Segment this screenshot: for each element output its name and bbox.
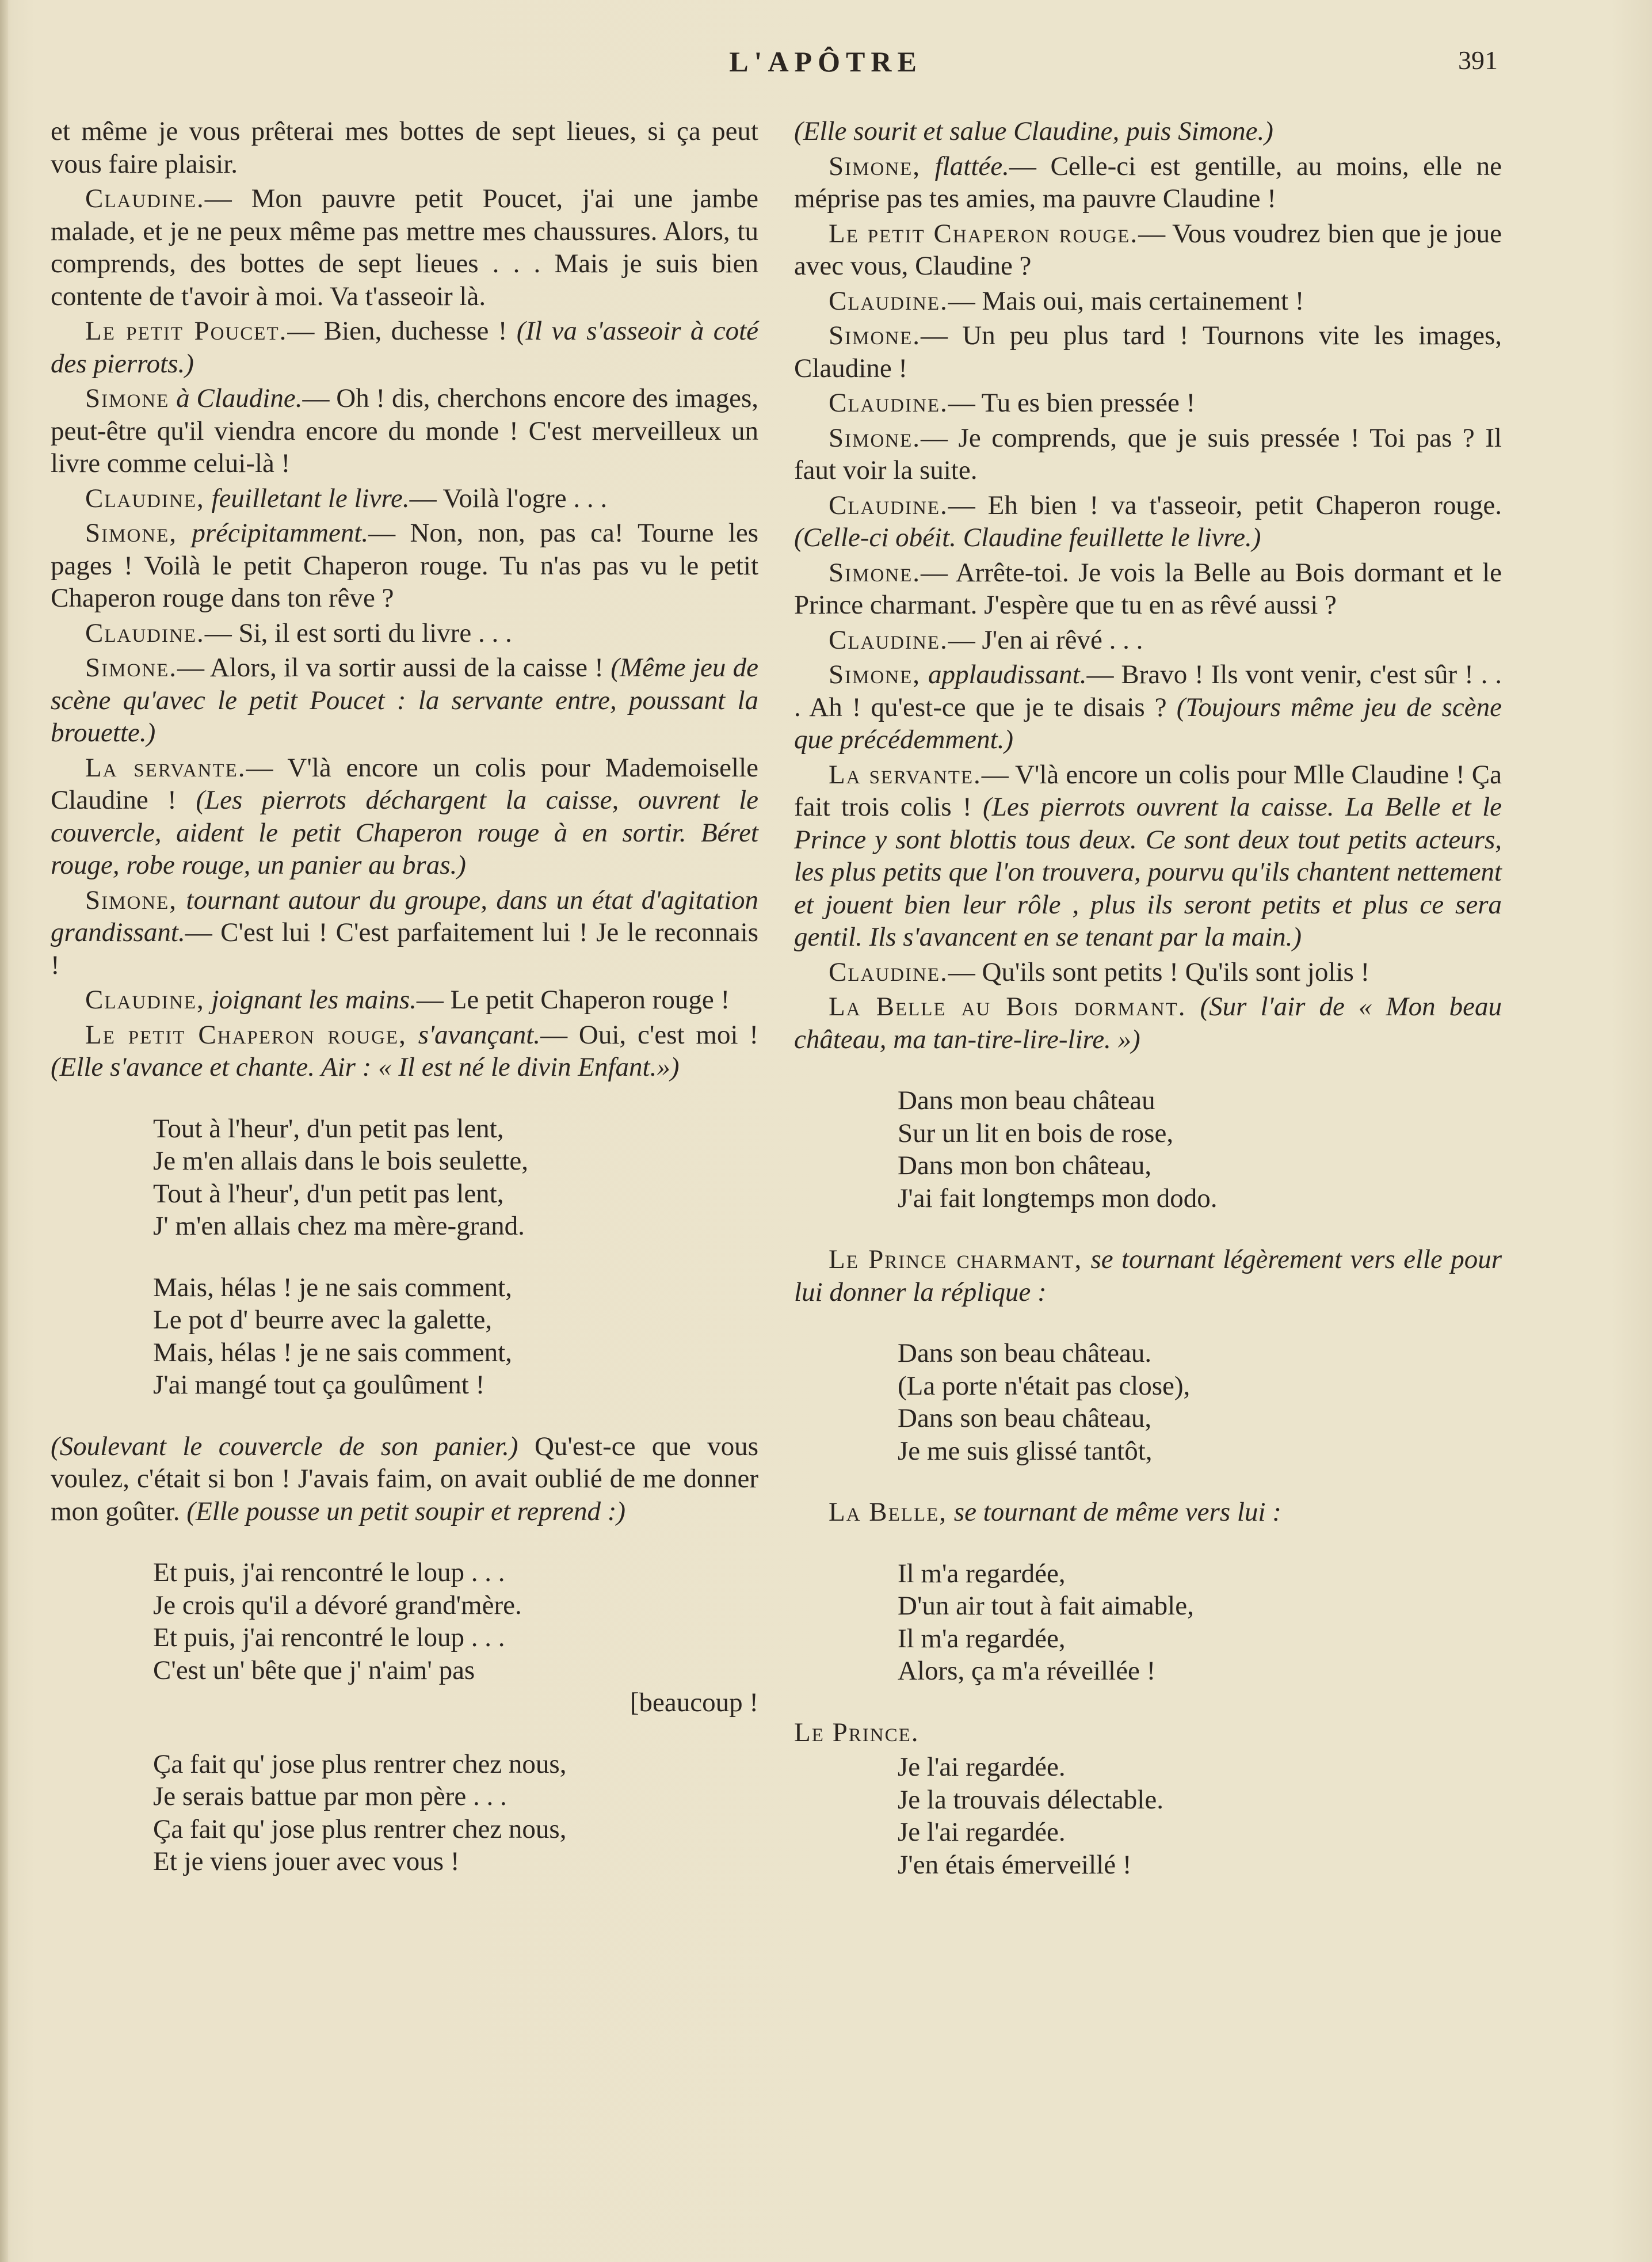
dialogue: — Bien, duchesse ! bbox=[287, 316, 517, 346]
speaker-name: Claudine. bbox=[829, 490, 948, 520]
verse-line: Dans son beau château. bbox=[898, 1338, 1152, 1368]
verse-line: Je crois qu'il a dévoré grand'mère. bbox=[153, 1590, 522, 1620]
speaker-name: Claudine. bbox=[829, 624, 948, 655]
song-verse bbox=[898, 1084, 1502, 1214]
paragraph bbox=[794, 624, 1502, 657]
paragraph bbox=[794, 557, 1502, 622]
verse-line: Dans mon beau château bbox=[898, 1086, 1155, 1115]
song-verse bbox=[898, 1557, 1502, 1688]
verse-line: Et je viens jouer avec vous ! bbox=[153, 1846, 460, 1876]
dialogue: — V'là encore un colis pour Mademoiselle Claudine ! bbox=[51, 752, 758, 815]
speaker-name: Simone, bbox=[85, 885, 178, 915]
dialogue: — Qu'ils sont petits ! Qu'ils sont jolis ! bbox=[948, 957, 1370, 987]
right-column bbox=[794, 115, 1502, 1910]
verse-line: Il m'a regardée, bbox=[898, 1558, 1066, 1589]
dialogue: — Arrête-toi. Je vois la Belle au Bois dormant et le Prince charmant. J'espère que tu en as rêvé aussi ? bbox=[794, 557, 1502, 620]
verse-line: (La porte n'était pas close), bbox=[898, 1370, 1191, 1401]
text: et même je vous prêterai mes bottes de sept lieues, si ça peut vous faire plaisir. bbox=[51, 116, 758, 179]
dialogue: — Oui, c'est moi ! bbox=[540, 1019, 759, 1050]
paragraph bbox=[794, 387, 1502, 420]
stage-direction: joignant les mains. bbox=[204, 985, 417, 1015]
speaker-name: Le Prince. bbox=[794, 1717, 920, 1747]
stage-direction: feuilletant le livre. bbox=[204, 483, 410, 513]
speaker-name: Claudine. bbox=[829, 388, 948, 418]
paragraph bbox=[51, 315, 758, 380]
dialogue: — V'là encore un colis pour Mlle Claudine ! Ça fait trois colis ! bbox=[794, 759, 1502, 822]
stage-direction: (Les pierrots déchargent la caisse, ouvrent le couvercle, aident le petit Chaperon rouge à en sortir. Béret rouge, robe rouge, un panier au bras.) bbox=[51, 785, 758, 880]
verse-line: Tout à l'heur', d'un petit pas lent, bbox=[153, 1113, 504, 1144]
dialogue: — Vous voudrez bien que je joue avec vous, Claudine ? bbox=[794, 218, 1502, 281]
dialogue: — Le petit Chaperon rouge ! bbox=[416, 985, 730, 1015]
verse-line: Je l'ai regardée. bbox=[898, 1817, 1066, 1847]
stage-direction: se tournant de même vers lui : bbox=[947, 1497, 1281, 1527]
paragraph bbox=[794, 150, 1502, 215]
speaker-name: Claudine, bbox=[85, 985, 205, 1015]
speaker-name: Simone. bbox=[85, 653, 178, 683]
verse-line-continuation: [beaucoup ! bbox=[629, 1688, 758, 1718]
verse-line: Je serais battue par mon père . . . bbox=[153, 1781, 507, 1811]
dialogue: — Eh bien ! va t'asseoir, petit Chaperon rouge. bbox=[948, 490, 1502, 520]
paragraph bbox=[794, 658, 1502, 756]
running-title: L'APÔTRE bbox=[729, 45, 922, 78]
stage-direction: (Celle-ci obéit. Claudine feuillette le livre.) bbox=[794, 523, 1261, 553]
song-verse bbox=[153, 1748, 758, 1878]
dialogue: — Un peu plus tard ! Tournons vite les images, Claudine ! bbox=[794, 321, 1502, 383]
dialogue: — Mais oui, mais certainement ! bbox=[948, 285, 1304, 316]
dialogue: — Bravo ! Ils vont venir, c'est sûr ! . . . Ah ! qu'est-ce que je te disais ? bbox=[794, 660, 1502, 722]
verse-line: Je m'en allais dans le bois seulette, bbox=[153, 1146, 528, 1176]
verse-line: C'est un' bête que j' n'aim' pas bbox=[153, 1655, 475, 1685]
verse-line: Tout à l'heur', d'un petit pas lent, bbox=[153, 1178, 504, 1209]
speaker-name: La Belle au Bois dormant. bbox=[829, 992, 1186, 1022]
verse-line: J'ai fait longtemps mon dodo. bbox=[898, 1183, 1218, 1213]
speaker-name: Claudine. bbox=[829, 285, 948, 316]
speaker-name: Le petit Poucet. bbox=[85, 316, 288, 346]
verse-line: Dans son beau château, bbox=[898, 1403, 1152, 1433]
verse-line: J'ai mangé tout ça goulûment ! bbox=[153, 1370, 485, 1400]
stage-direction: (Les pierrots ouvrent la caisse. La Belle et le Prince y sont blottis tous deux. Ce sont deux tout petits acteurs, les plus petits que l'on trouvera, pourvu qu'ils chantent nettement et jouent bien leur rôle , plus ils seront petits et plus ce sera gentil. Ils s'avancent en se tenant par la main.) bbox=[794, 792, 1502, 952]
verse-line: Mais, hélas ! je ne sais comment, bbox=[153, 1272, 512, 1303]
dialogue: — Voilà l'ogre . . . bbox=[409, 483, 608, 513]
dialogue: — Non, non, pas ca! Tourne les pages ! Voilà le petit Chaperon rouge. Tu n'as pas vu le petit Chaperon rouge dans ton rêve ? bbox=[51, 518, 758, 613]
verse-line: Sur un lit en bois de rose, bbox=[898, 1118, 1174, 1148]
speaker-name: Simone. bbox=[829, 557, 921, 588]
paragraph bbox=[794, 1496, 1502, 1529]
paragraph bbox=[51, 652, 758, 749]
stage-direction: précipitamment. bbox=[177, 518, 369, 548]
paragraph bbox=[794, 285, 1502, 318]
paragraph bbox=[794, 1243, 1502, 1308]
speaker-name: Le petit Chaperon rouge. bbox=[829, 218, 1139, 249]
dialogue: — Mon pauvre petit Poucet, j'ai une jambe malade, et je ne peux même pas mettre mes chaussures. Alors, tu comprends, des bottes de sept lieues . . . Mais je suis bien contente de t'avoir à moi. Va t'asseoir là. bbox=[51, 184, 758, 311]
stage-direction: applaudissant. bbox=[921, 660, 1087, 690]
paragraph bbox=[51, 382, 758, 480]
song-verse bbox=[153, 1271, 758, 1402]
paragraph bbox=[51, 617, 758, 650]
stage-direction: (Toujours même jeu de scène que précédemment.) bbox=[794, 692, 1502, 755]
paragraph bbox=[51, 752, 758, 882]
verse-line: Ça fait qu' jose plus rentrer chez nous, bbox=[153, 1814, 567, 1844]
speaker-name: Simone, bbox=[829, 151, 921, 181]
dialogue: — Si, il est sorti du livre . . . bbox=[204, 618, 512, 648]
paragraph bbox=[794, 489, 1502, 554]
verse-line: Et puis, j'ai rencontré le loup . . . bbox=[153, 1623, 505, 1652]
verse-line: Dans mon bon château, bbox=[898, 1151, 1152, 1180]
stage-direction: (Elle pousse un petit soupir et reprend :) bbox=[186, 1496, 626, 1526]
stage-direction: (Il va s'asseoir à coté des pierrots.) bbox=[51, 316, 758, 379]
dialogue: — J'en ai rêvé . . . bbox=[948, 624, 1143, 655]
stage-direction: s'avançant. bbox=[406, 1019, 541, 1050]
paragraph bbox=[51, 884, 758, 982]
stage-direction: (Elle sourit et salue Claudine, puis Simone.) bbox=[794, 116, 1273, 146]
speaker-name: Simone, bbox=[829, 660, 921, 690]
dialogue: — Tu es bien pressée ! bbox=[948, 388, 1196, 418]
paragraph bbox=[794, 991, 1502, 1056]
song-verse bbox=[898, 1337, 1502, 1467]
speaker-name: Le Prince charmant, bbox=[829, 1244, 1083, 1274]
paragraph bbox=[51, 1019, 758, 1084]
paragraph bbox=[51, 182, 758, 313]
left-column bbox=[51, 115, 758, 1907]
page-binding-edge bbox=[0, 0, 8, 2262]
song-verse bbox=[898, 1751, 1502, 1881]
speaker-name: Claudine. bbox=[85, 184, 205, 214]
stage-direction: flattée. bbox=[921, 151, 1009, 181]
paragraph bbox=[794, 218, 1502, 283]
verse-line: D'un air tout à fait aimable, bbox=[898, 1591, 1194, 1621]
speaker-name: Simone bbox=[85, 383, 170, 413]
verse-line: Je l'ai regardée. bbox=[898, 1752, 1066, 1782]
paragraph bbox=[794, 115, 1502, 148]
speaker-name: Simone. bbox=[829, 321, 921, 351]
speaker-name: La servante. bbox=[829, 759, 982, 790]
dialogue: — Alors, il va sortir aussi de la caisse ! bbox=[177, 653, 611, 683]
speaker-name: Le petit Chaperon rouge, bbox=[85, 1019, 407, 1050]
verse-line: Je me suis glissé tantôt, bbox=[898, 1435, 1153, 1466]
speaker-name: Claudine. bbox=[829, 957, 948, 987]
paragraph bbox=[51, 1430, 758, 1528]
dialogue: Qu'est-ce que vous voulez, c'était si bon ! J'avais faim, on avait oublié de me donner mon goûter. bbox=[51, 1431, 758, 1526]
paragraph bbox=[51, 517, 758, 615]
stage-direction: tournant autour du groupe, dans un état d'agitation grandissant. bbox=[51, 885, 758, 947]
verse-line: Il m'a regardée, bbox=[898, 1623, 1066, 1654]
dialogue: — Oh ! dis, cherchons encore des images, peut-être qu'il viendra encore du monde ! C'est merveilleux un livre comme celui-là ! bbox=[51, 383, 759, 478]
stage-direction: (Sur l'air de « Mon beau château, ma tan-tire-lire-lire. ») bbox=[794, 992, 1502, 1054]
verse-line: Je la trouvais délectable. bbox=[898, 1784, 1163, 1815]
dialogue: — Je comprends, que je suis pressée ! Toi pas ? Il faut voir la suite. bbox=[794, 422, 1502, 485]
stage-direction: (Soulevant le couvercle de son panier.) bbox=[51, 1431, 518, 1461]
speaker-name: La servante. bbox=[85, 752, 246, 783]
speaker-name: Claudine, bbox=[85, 483, 205, 513]
paragraph bbox=[794, 956, 1502, 989]
verse-line: J' m'en allais chez ma mère-grand. bbox=[153, 1211, 525, 1241]
stage-direction: (Même jeu de scène qu'avec le petit Poucet : la servante entre, poussant la brouette.) bbox=[51, 653, 758, 748]
song-verse bbox=[153, 1113, 758, 1243]
speaker-name: Simone, bbox=[85, 518, 178, 548]
dialogue: — Celle-ci est gentille, au moins, elle ne méprise pas tes amies, ma pauvre Claudine ! bbox=[794, 151, 1502, 214]
verse-line: Ça fait qu' jose plus rentrer chez nous, bbox=[153, 1749, 567, 1779]
stage-direction: (Elle s'avance et chante. Air : « Il est né le divin Enfant.») bbox=[51, 1052, 680, 1082]
verse-line: Et puis, j'ai rencontré le loup . . . bbox=[153, 1557, 505, 1587]
verse-line: Le pot d' beurre avec la galette, bbox=[153, 1305, 493, 1335]
verse-line: J'en étais émerveillé ! bbox=[898, 1849, 1132, 1880]
song-verse bbox=[153, 1556, 758, 1719]
stage-direction: à Claudine. bbox=[169, 383, 303, 413]
page-number: 391 bbox=[1458, 45, 1498, 75]
verse-line: Mais, hélas ! je ne sais comment, bbox=[153, 1337, 512, 1368]
paragraph bbox=[51, 984, 758, 1016]
paragraph bbox=[794, 319, 1502, 384]
verse-line: Alors, ça m'a réveillée ! bbox=[898, 1656, 1156, 1686]
paragraph bbox=[794, 422, 1502, 487]
paragraph bbox=[794, 1716, 1502, 1749]
speaker-name: Simone. bbox=[829, 422, 921, 453]
speaker-name: La Belle, bbox=[829, 1497, 948, 1527]
dialogue: — C'est lui ! C'est parfaitement lui ! Je le reconnais ! bbox=[51, 917, 758, 980]
speaker-name: Claudine. bbox=[85, 618, 205, 648]
paragraph bbox=[794, 759, 1502, 954]
stage-direction: se tournant légèrement vers elle pour lui donner la réplique : bbox=[794, 1244, 1502, 1307]
paragraph bbox=[51, 115, 758, 180]
paragraph bbox=[51, 482, 758, 515]
